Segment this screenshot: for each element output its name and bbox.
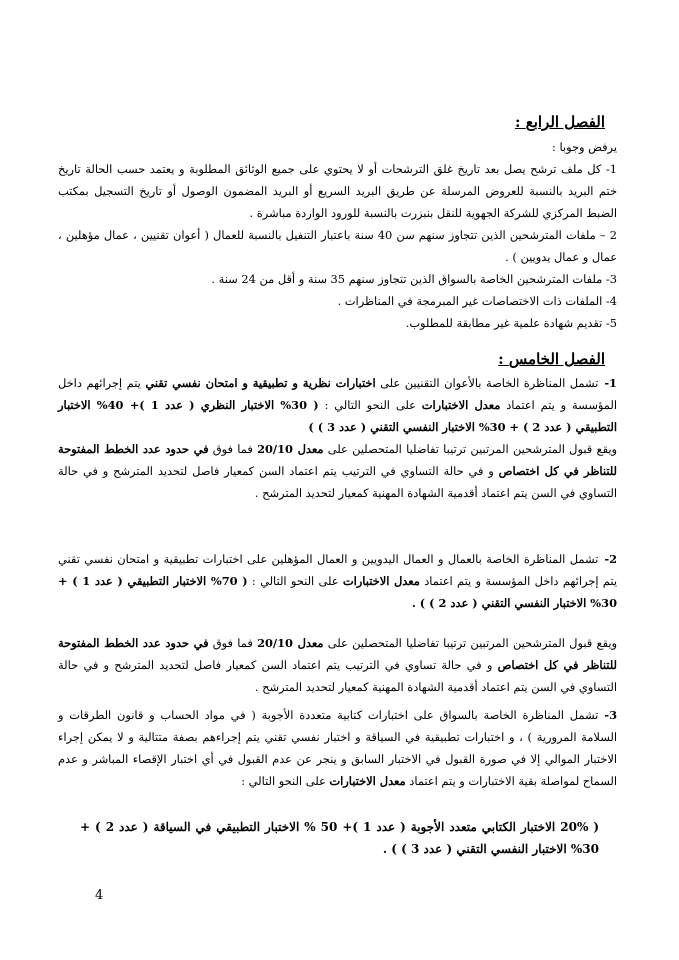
chapter4-item-2: 2 – ملفات المترشحين الذين تتجاوز سنهم سن 40 سنة باعتبار التنفيل بالنسبة للعمال ( أعوان تقنيين ، عمال مؤهلين ، عمال و عمال يدويين ) . xyxy=(58,228,617,264)
chapter4-item-5: 5- تقديم شهادة علمية غير مطابقة للمطلوب. xyxy=(405,316,617,330)
chapter4-item-3: 3- ملفات المترشحين الخاصة بالسواق الذين تتجاوز سنهم 35 سنة و أقل من 24 سنة . xyxy=(211,272,617,286)
chapter4-body xyxy=(58,136,617,334)
section2-rules: 2-تشمل المناظرة الخاصة بالعمال و العمال اليدويين و العمال المؤهلين على اختبارات تطبيقية و امتحان نفسي تقني يتم إجرائهم داخل المؤسسة و يتم اعتماد معدل الاختبارات على النحو التالي : ( 70% الاختبار التطبيقي ( عدد 1 ) + 30% الاختبار النفسي التقني ( عدد 2 ) ) . xyxy=(58,552,617,610)
chapter4-item-1: 1- كل ملف ترشح يصل بعد تاريخ غلق الترشحات أو لا يحتوي على جميع الوثائق المطلوبة و يعتمد حسب الحالة تاريخ ختم البريد بالنسبة للعروض المرسلة عن طريق البريد السريع أو البريد المضمون الوصول أو تاريخ التسجيل بمكتب الضبط المركزي للشركة الجهوية للنقل بنبزرت بالنسبة للورود الواردة مباشرة . xyxy=(58,162,617,220)
chapter5-section-1 xyxy=(58,372,617,504)
chapter5-heading: الفصل الخامس : xyxy=(498,350,605,368)
section1-rules: 1-تشمل المناظرة الخاصة بالأعوان التقنيين على اختبارات نظرية و تطبيقية و امتحان نفسي تقني يتم إجرائهم داخل المؤسسة و يتم اعتماد معدل الاختبارات على النحو التالي : ( 30% الاختبار النظري ( عدد 1 )+ 40% الاختبار التطبيقي ( عدد 2 ) + 30% الاختبار النفسي التقني ( عدد 3 ) ) xyxy=(58,376,617,434)
section3-formula: ( 20% الاختبار الكتابي متعدد الأجوبة ( عدد 1 )+ 50 % الاختبار التطبيقي في السياقة ( عدد 2 ) + 30% الاختبار النفسي التقني ( عدد 3 ) ) . xyxy=(80,820,600,856)
chapter5-section-2 xyxy=(58,548,617,614)
section2-acceptance: ويقع قبول المترشحين المرتبين ترتيبا تفاضليا المتحصلين على معدل 20/10 فما فوق في حدود عدد الخطط المفتوحة للتناظر في كل اختصاص و في حالة تساوي في الترتيب يتم اعتماد السن كمعيار فاصل لتحديد المترشح و في حالة التساوي في السن يتم اعتماد أقدمية الشهادة المهنية كمعيار لتحديد المترشح . xyxy=(58,636,618,694)
chapter4-heading: الفصل الرابع : xyxy=(514,113,605,131)
section1-acceptance: ويقع قبول المترشحين المرتبين ترتيبا تفاضليا المتحصلين على معدل 20/10 فما فوق في حدود عدد الخطط المفتوحة للتناظر في كل اختصاص و في حالة التساوي في الترتيب يتم اعتماد السن كمعيار فاصل لتحديد المترشح و في حالة التساوي في السن يتم اعتماد أقدمية الشهادة المهنية كمعيار لتحديد المترشح . xyxy=(58,442,618,500)
chapter4-intro: يرفض وجوبا : xyxy=(551,140,617,154)
chapter5-section-2-acceptance xyxy=(58,632,617,698)
page-number: 4 xyxy=(95,888,104,903)
section3-rules: 3-تشمل المناظرة الخاصة بالسواق على اختبارات كتابية متعددة الأجوبة ( في مواد الحساب و قانون الطرقات و السلامة المرورية ) ، و اختبارات تطبيقية في السياقة و اختبار نفسي تقني يتم إجراءهم بصفة متتالية و لا يمكن إجراء الاختبار الموالي إلا في صورة القبول في الاختبار السابق و ينجر عن عدم القبول في أي اختبار الإقصاء المباشر و عدم السماح لمواصلة بقية الاختبارات و يتم اعتماد معدل الاختبارات على النحو التالي : xyxy=(58,708,617,788)
chapter5-section-3 xyxy=(58,704,617,792)
chapter4-item-4: 4- الملفات ذات الاختصاصات غير المبرمجة في المناظرات . xyxy=(337,294,617,308)
